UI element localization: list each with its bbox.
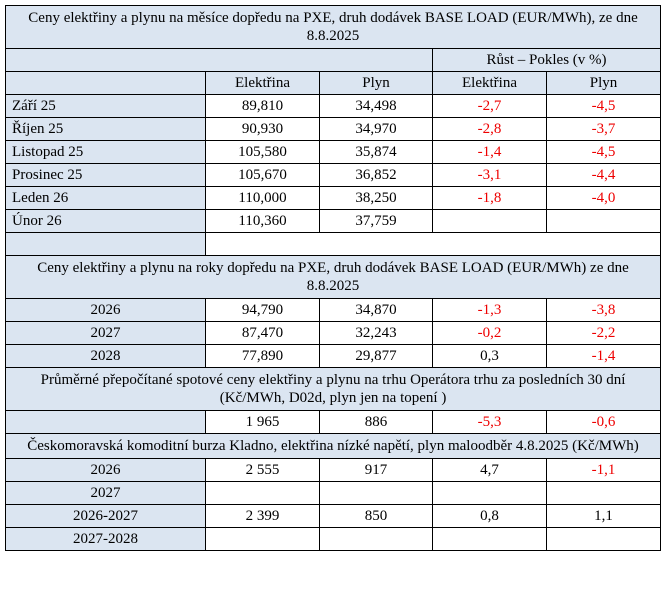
row-label: 2026: [6, 299, 206, 322]
change-header-row: [6, 49, 661, 72]
electricity-value: [206, 482, 320, 505]
electricity-change: -2,8: [433, 118, 547, 141]
gas-change: -2,2: [547, 322, 661, 345]
electricity-change: 0,3: [433, 345, 547, 368]
electricity-change: [433, 528, 547, 551]
electricity-value: 105,670: [206, 164, 320, 187]
electricity-change: -1,8: [433, 187, 547, 210]
kladno-section-title: Českomoravská komoditní burza Kladno, elektřina nízké napětí, plyn maloodběr 4.8.2025 (Kč/MWh): [6, 434, 661, 459]
spacer-row: [6, 233, 661, 256]
gas-change: -3,8: [547, 299, 661, 322]
electricity-change: -0,2: [433, 322, 547, 345]
electricity-value: 89,810: [206, 95, 320, 118]
table-row: [6, 299, 661, 322]
electricity-change: -5,3: [433, 411, 547, 434]
table-row: [6, 411, 661, 434]
row-label: 2028: [6, 345, 206, 368]
electricity-change: -1,4: [433, 141, 547, 164]
gas-value: 34,870: [320, 299, 433, 322]
gas-change: -4,0: [547, 187, 661, 210]
electricity-change: -3,1: [433, 164, 547, 187]
row-label: 2026-2027: [6, 505, 206, 528]
row-label: 2027-2028: [6, 528, 206, 551]
gas-value: [320, 528, 433, 551]
gas-value: 36,852: [320, 164, 433, 187]
yearly-section-title: Ceny elektřiny a plynu na roky dopředu na PXE, druh dodávek BASE LOAD (EUR/MWh) ze dne 8.8.2025: [6, 256, 661, 299]
table-row: [6, 482, 661, 505]
gas-value: 32,243: [320, 322, 433, 345]
gas-value: 38,250: [320, 187, 433, 210]
table-row: [6, 118, 661, 141]
kladno-title-row: [6, 434, 661, 459]
spot-section-title: Průměrné přepočítané spotové ceny elektřiny a plynu na trhu Operátora trhu za posledních 30 dní (Kč/MWh, D02d, plyn jen na topení ): [6, 368, 661, 411]
gas-change: [547, 528, 661, 551]
gas-change: 1,1: [547, 505, 661, 528]
gas-change: [547, 210, 661, 233]
electricity-value: 87,470: [206, 322, 320, 345]
electricity-change: -1,3: [433, 299, 547, 322]
col-gas-header: Plyn: [320, 72, 433, 95]
gas-value: [320, 482, 433, 505]
row-label: Listopad 25: [6, 141, 206, 164]
monthly-title-row: [6, 6, 661, 49]
col-gas-change-header: Plyn: [547, 72, 661, 95]
empty-header-cell: [6, 49, 433, 72]
gas-value: 34,970: [320, 118, 433, 141]
change-header: Růst – Pokles (v %): [433, 49, 661, 72]
row-label: 2027: [6, 482, 206, 505]
row-label: Únor 26: [6, 210, 206, 233]
energy-prices-table: [5, 5, 661, 551]
electricity-value: 110,000: [206, 187, 320, 210]
table-row: [6, 95, 661, 118]
table-row: [6, 210, 661, 233]
row-label: 2027: [6, 322, 206, 345]
table-row: [6, 322, 661, 345]
electricity-change: 0,8: [433, 505, 547, 528]
table-row: [6, 164, 661, 187]
electricity-change: 4,7: [433, 459, 547, 482]
table-row: [6, 459, 661, 482]
electricity-value: 105,580: [206, 141, 320, 164]
row-label: Září 25: [6, 95, 206, 118]
table-row: [6, 141, 661, 164]
empty-corner-cell: [6, 72, 206, 95]
gas-change: [547, 482, 661, 505]
electricity-value: 2 399: [206, 505, 320, 528]
electricity-value: 1 965: [206, 411, 320, 434]
col-electricity-header: Elektřina: [206, 72, 320, 95]
table-row: [6, 505, 661, 528]
electricity-change: -2,7: [433, 95, 547, 118]
row-label: Říjen 25: [6, 118, 206, 141]
electricity-value: 94,790: [206, 299, 320, 322]
gas-change: -4,4: [547, 164, 661, 187]
gas-change: -1,4: [547, 345, 661, 368]
electricity-value: 110,360: [206, 210, 320, 233]
row-label: Leden 26: [6, 187, 206, 210]
empty-label-cell: [6, 233, 206, 256]
gas-change: -0,6: [547, 411, 661, 434]
col-electricity-change-header: Elektřina: [433, 72, 547, 95]
gas-value: 37,759: [320, 210, 433, 233]
gas-change: -4,5: [547, 95, 661, 118]
table-row: [6, 187, 661, 210]
row-label: Prosinec 25: [6, 164, 206, 187]
gas-change: -3,7: [547, 118, 661, 141]
table-row: [6, 345, 661, 368]
gas-value: 34,498: [320, 95, 433, 118]
gas-change: -4,5: [547, 141, 661, 164]
electricity-value: 2 555: [206, 459, 320, 482]
table-row: [6, 528, 661, 551]
gas-value: 35,874: [320, 141, 433, 164]
gas-value: 29,877: [320, 345, 433, 368]
gas-value: 886: [320, 411, 433, 434]
electricity-value: 77,890: [206, 345, 320, 368]
row-label: 2026: [6, 459, 206, 482]
column-header-row: [6, 72, 661, 95]
spot-title-row: [6, 368, 661, 411]
electricity-change: [433, 210, 547, 233]
monthly-section-title: Ceny elektřiny a plynu na měsíce dopředu na PXE, druh dodávek BASE LOAD (EUR/MWh), ze dne 8.8.2025: [6, 6, 661, 49]
gas-value: 917: [320, 459, 433, 482]
empty-cell: [206, 233, 661, 256]
empty-label-cell: [6, 411, 206, 434]
electricity-value: [206, 528, 320, 551]
yearly-title-row: [6, 256, 661, 299]
gas-value: 850: [320, 505, 433, 528]
electricity-value: 90,930: [206, 118, 320, 141]
gas-change: -1,1: [547, 459, 661, 482]
electricity-change: [433, 482, 547, 505]
